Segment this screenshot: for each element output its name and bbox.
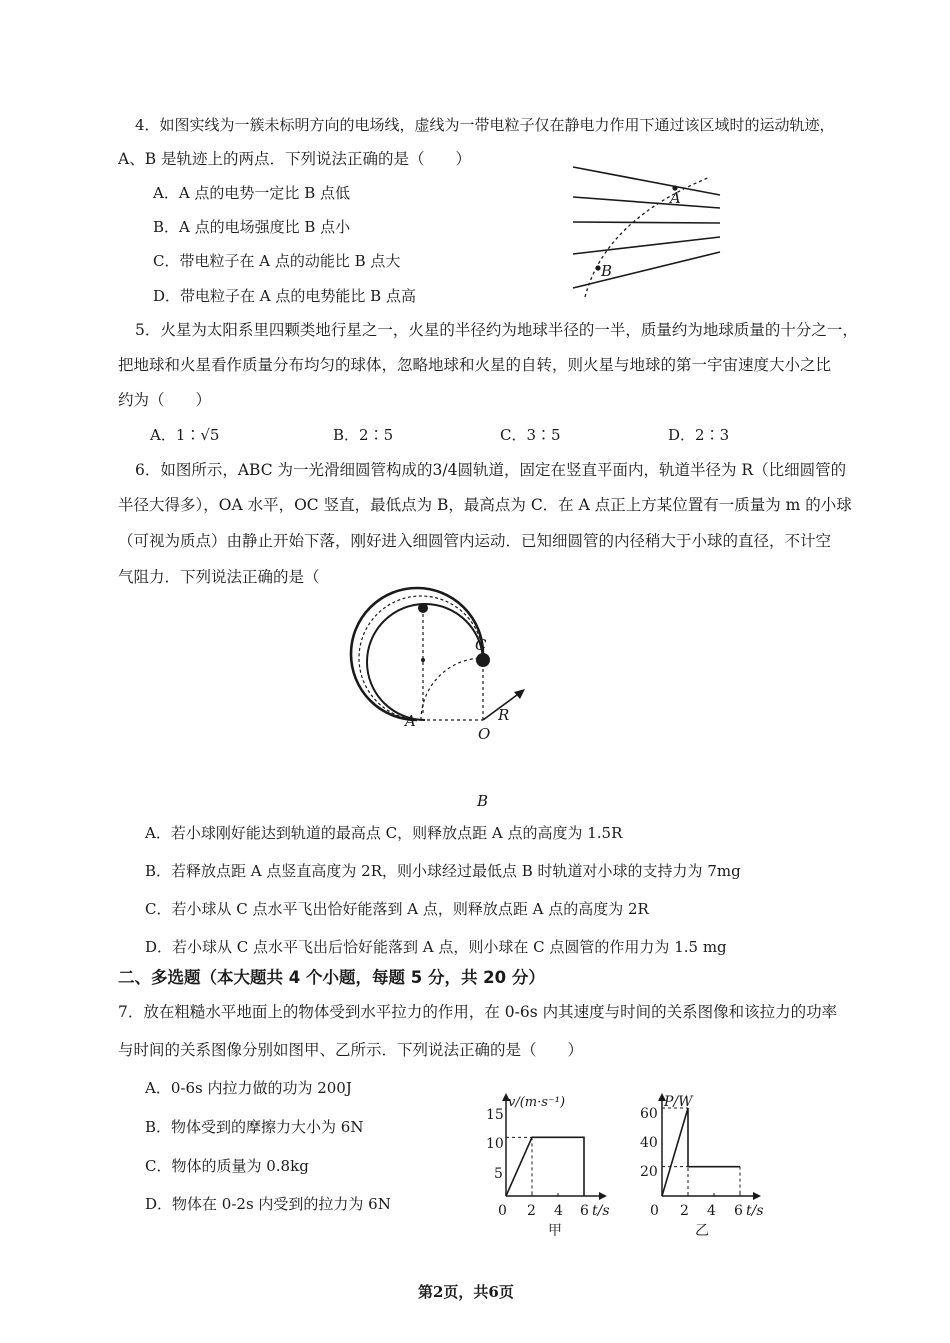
q7-option-a[interactable]: A．0-6s 内拉力做的功为 200J	[145, 1079, 352, 1097]
y-axis-label: P/W	[664, 1094, 693, 1110]
q5-stem-line3: 约为（ ）	[118, 391, 212, 409]
x-tick-label: 2	[680, 1203, 689, 1219]
series-line	[662, 1108, 740, 1196]
series-line	[506, 1137, 584, 1196]
label-b: B	[601, 262, 613, 280]
x-tick-label: 4	[554, 1203, 563, 1219]
x-tick-label: 4	[707, 1203, 716, 1219]
falling-ball	[418, 603, 428, 613]
q5-option-d[interactable]: D．2∶3	[668, 426, 730, 444]
q7-option-c[interactable]: C．物体的质量为 0.8kg	[145, 1157, 309, 1175]
label-o: O	[478, 725, 491, 743]
label-b: B	[477, 792, 489, 810]
field-line	[573, 167, 720, 195]
tube-inner-wall	[367, 604, 483, 720]
y-tick-label: 15	[486, 1107, 504, 1123]
section-2-title: 二、多选题（本大题共 4 个小题，每题 5 分，共 20 分）	[118, 968, 545, 987]
dot-on-path	[421, 658, 425, 662]
x-tick-label: 6	[734, 1203, 743, 1219]
label-c: C	[475, 636, 487, 654]
x-tick-label: 6	[580, 1203, 589, 1219]
label-r: R	[498, 706, 510, 724]
q5-stem-line1: 5．火星为太阳系里四颗类地行星之一，火星的半径约为地球半径的一半，质量约为地球质量的十分之一，	[135, 321, 858, 339]
q4-option-a[interactable]: A．A 点的电势一定比 B 点低	[153, 184, 350, 202]
field-line	[573, 197, 720, 208]
y-axis-label: v/(m·s⁻¹)	[508, 1095, 566, 1110]
q6-stem-line2: 半径大得多），OA 水平，OC 竖直，最低点为 B，最高点为 C．在 A 点正上方某位置有一质量为 m 的小球	[118, 496, 852, 514]
q6-stem-line4: 气阻力．下列说法正确的是（	[118, 568, 320, 586]
q6-stem-line3: （可视为质点）由静止开始下落，刚好进入细圆管内运动．已知细圆管的内径稍大于小球的直径，不计空	[118, 532, 832, 550]
q7-option-d[interactable]: D．物体在 0-2s 内受到的拉力为 6N	[145, 1195, 391, 1213]
y-tick-label: 10	[486, 1136, 504, 1152]
chart-yi	[620, 1090, 780, 1240]
q4-stem-line1: 4．如图实线为一簇未标明方向的电场线，虚线为一带电粒子仅在静电力作用下通过该区域时的运动轨迹，	[135, 116, 835, 134]
q4-option-c[interactable]: C．带电粒子在 A 点的动能比 B 点大	[153, 252, 401, 270]
label-a: A	[405, 712, 416, 730]
ball-at-c	[476, 653, 490, 667]
q6-option-b[interactable]: B．若释放点距 A 点竖直高度为 2R，则小球经过最低点 B 时轨道对小球的支持力为 7mg	[145, 862, 741, 880]
x-tick-label: 0	[650, 1203, 659, 1219]
q5-option-b[interactable]: B．2∶5	[333, 426, 394, 444]
tube-outer-wall	[351, 588, 483, 720]
chart-title: 乙	[695, 1223, 709, 1239]
field-line	[573, 237, 720, 254]
x-axis-arrow	[753, 1192, 761, 1200]
q4-stem-line2: A、B 是轨迹上的两点．下列说法正确的是（ ）	[118, 150, 472, 168]
q7-stem-line2: 与时间的关系图像分别如图甲、乙所示．下列说法正确的是（ ）	[118, 1041, 584, 1059]
radius-arrowhead	[514, 689, 525, 699]
x-axis-label: t/s	[592, 1203, 610, 1219]
x-tick-label: 0	[498, 1203, 507, 1219]
q6-option-d[interactable]: D．若小球从 C 点水平飞出后恰好能落到 A 点，则小球在 C 点圆管的作用力为 1.5 mg	[145, 938, 727, 956]
q6-track-figure	[395, 598, 555, 813]
q7-stem-line1: 7．放在粗糙水平地面上的物体受到水平拉力的作用，在 0-6s 内其速度与时间的关系图像和该拉力的功率	[118, 1003, 838, 1021]
q5-option-a[interactable]: A．1∶√5	[150, 426, 220, 444]
page-number: 第2页，共6页	[418, 1283, 514, 1301]
y-tick-label: 60	[640, 1106, 658, 1122]
tube-center-dashed	[359, 596, 483, 720]
y-tick-label: 20	[640, 1164, 658, 1180]
chart-jia	[470, 1090, 630, 1240]
q6-option-c[interactable]: C．若小球从 C 点水平飞出恰好能落到 A 点，则释放点距 A 点的高度为 2R	[145, 900, 649, 918]
q4-option-d[interactable]: D．带电粒子在 A 点的电势能比 B 点高	[153, 287, 416, 305]
point-b-dot	[595, 265, 600, 270]
field-line	[573, 222, 720, 223]
q4-field-figure	[560, 155, 740, 305]
x-axis-arrow	[599, 1192, 607, 1200]
q4-option-b[interactable]: B．A 点的电场强度比 B 点小	[153, 218, 351, 236]
x-tick-label: 2	[527, 1203, 536, 1219]
q6-option-a[interactable]: A．若小球刚好能达到轨道的最高点 C，则释放点距 A 点的高度为 1.5R	[145, 824, 623, 842]
q5-option-c[interactable]: C．3∶5	[500, 426, 561, 444]
q6-stem-line1: 6．如图所示，ABC 为一光滑细圆管构成的3/4圆轨道，固定在竖直平面内，轨道半径为 R（比细圆管的	[135, 461, 847, 479]
label-a: A	[670, 189, 681, 207]
chart-title: 甲	[548, 1223, 562, 1239]
x-axis-label: t/s	[746, 1203, 764, 1219]
y-tick-label: 40	[640, 1135, 658, 1151]
field-line	[573, 252, 720, 288]
q5-stem-line2: 把地球和火星看作质量分布均匀的球体，忽略地球和火星的自转，则火星与地球的第一宇宙速度大小之比	[118, 356, 832, 374]
y-tick-label: 5	[494, 1166, 503, 1182]
quarter-arc-dashed	[421, 658, 483, 720]
q7-option-b[interactable]: B．物体受到的摩擦力大小为 6N	[145, 1118, 364, 1136]
